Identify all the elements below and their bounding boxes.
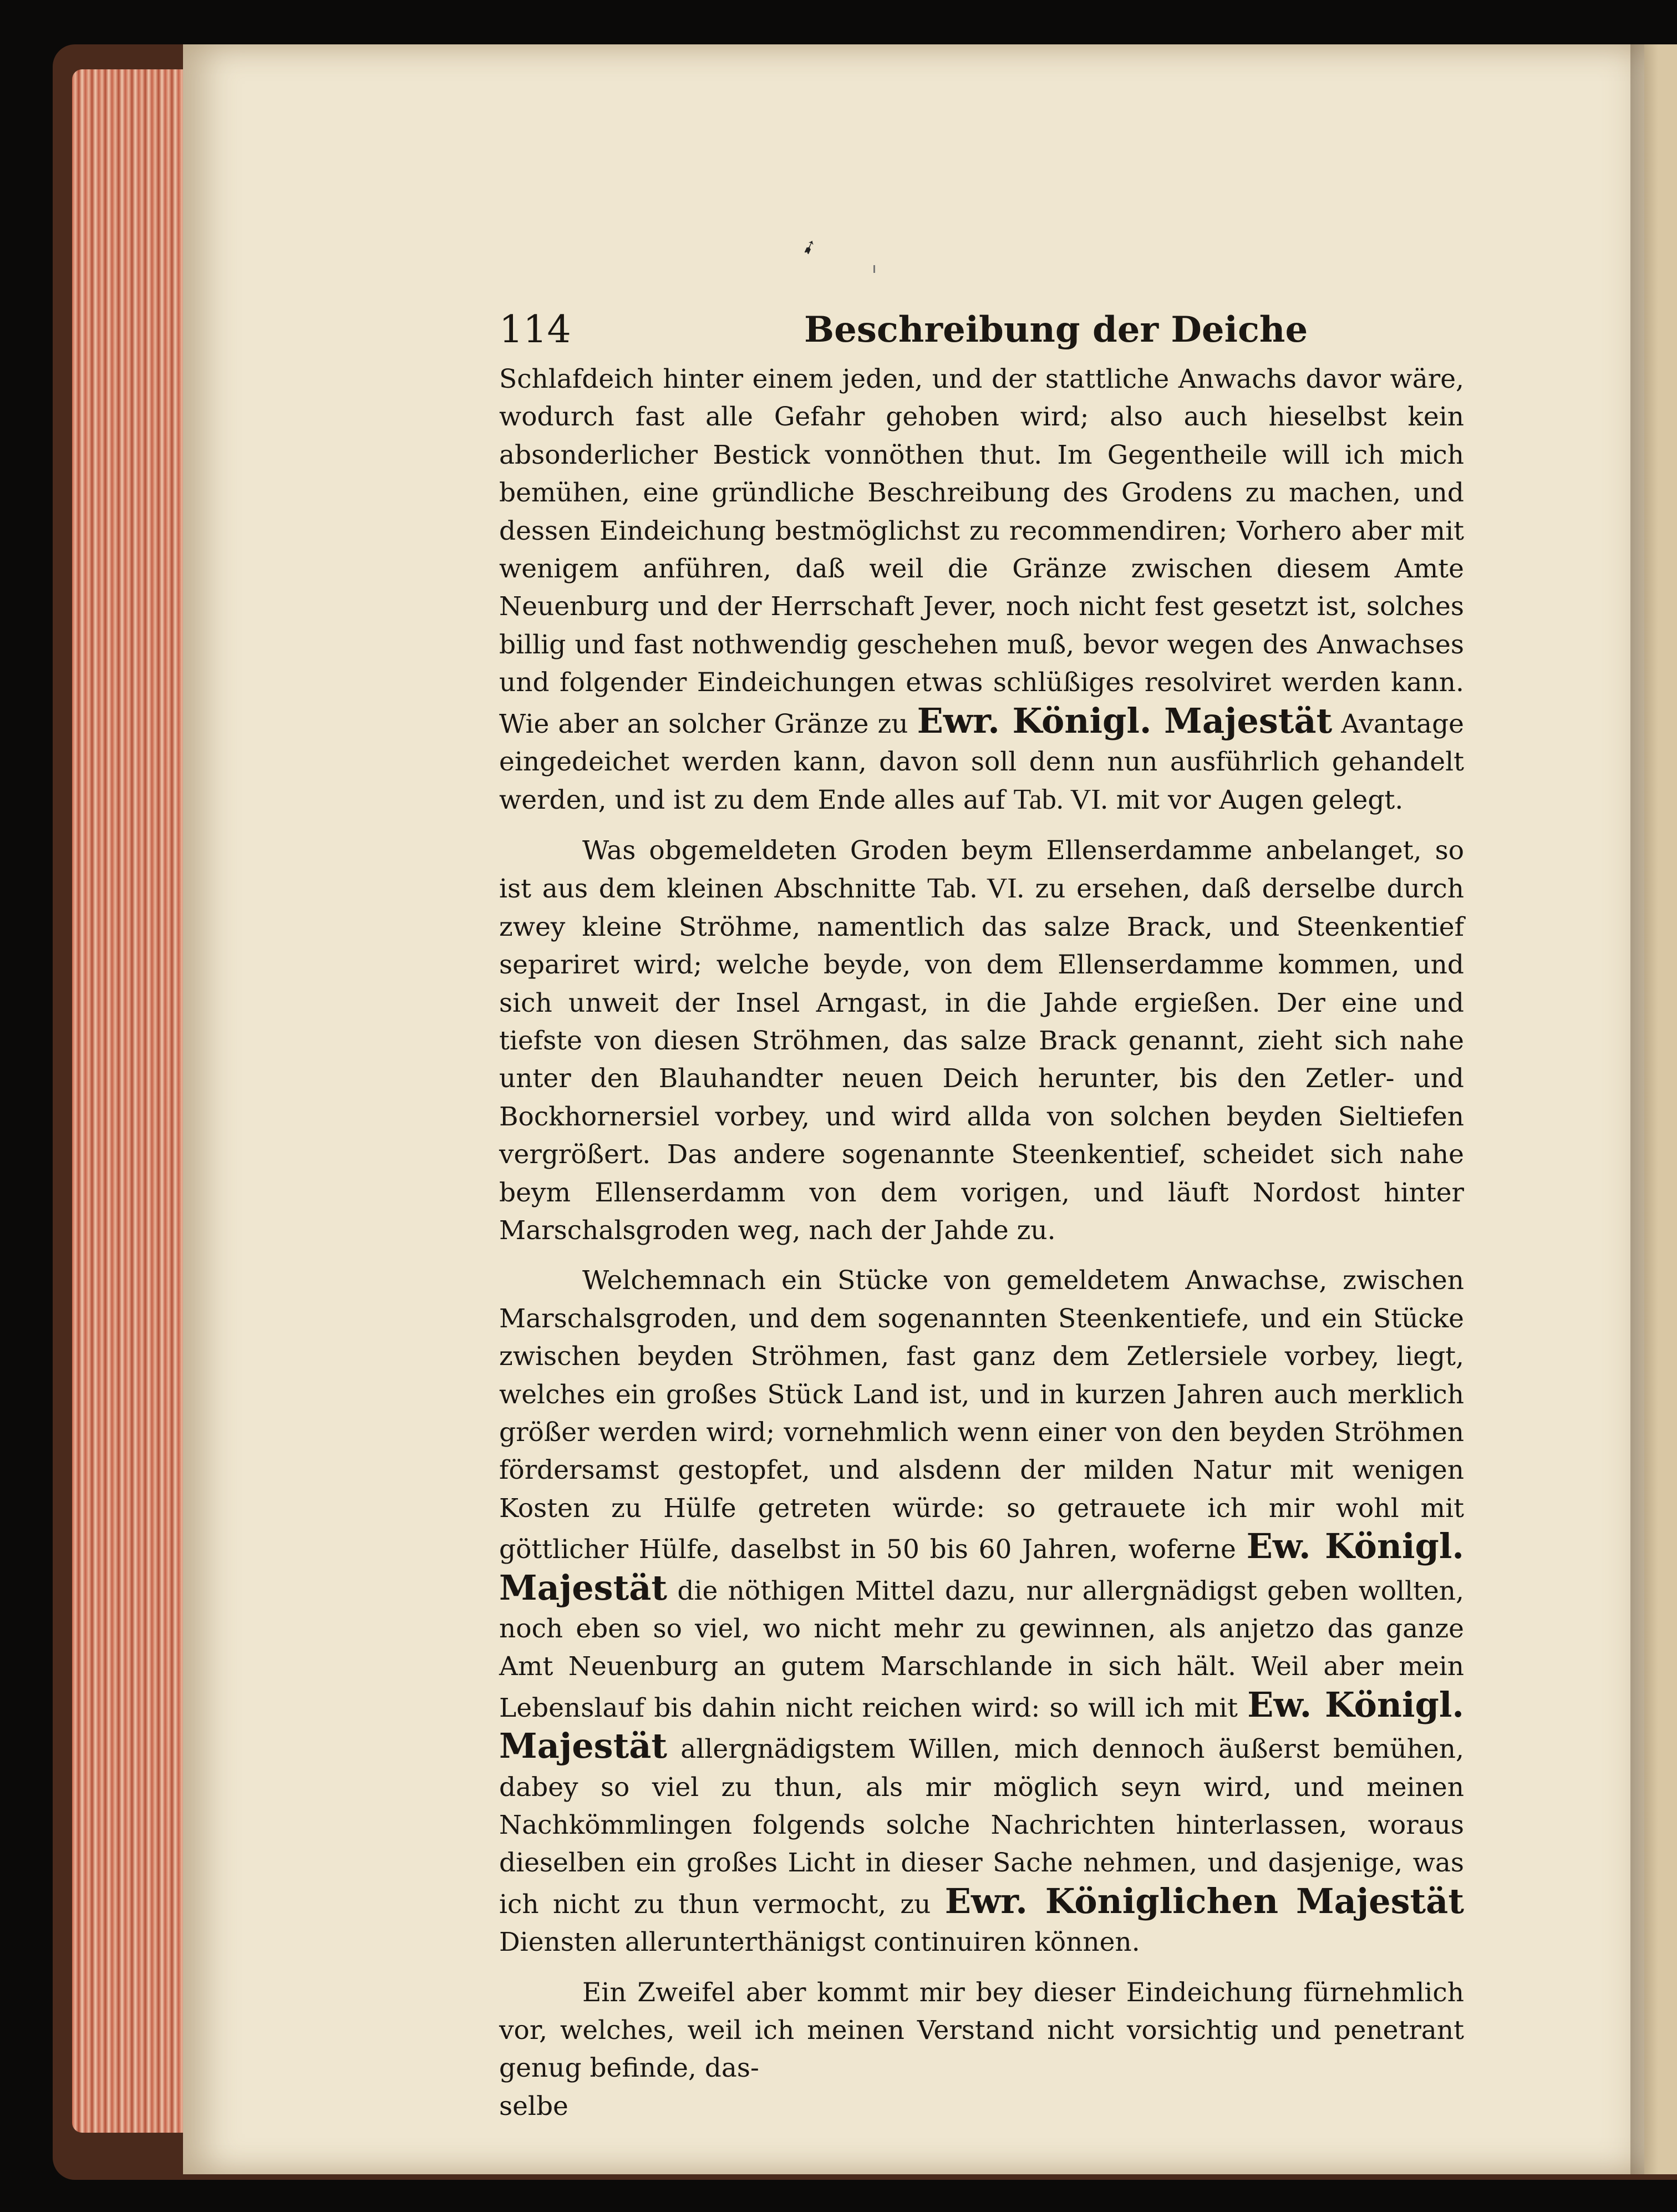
text-run: Schlafdeich hinter einem jeden, und der stattliche Anwachs davor wäre, wodurch fast alle Gefahr gehoben wird; also auch hieselbst kein absonderlicher Bestick vonnöthen thut. Im Gegentheile will ich mich bemühen, eine gründliche Beschreibung des Grodens zu machen, und dessen Eindeichung bestmöglichst zu recommendiren; Vorhero aber mit wenigem anführen, daß weil die Gränze zwischen diesem Amte Neuenburg und der Herrschaft Jever, noch nicht fest gesetzt ist, solches billig und fast nothwendig geschehen muß, bevor wegen des Anwachses und folgender Eindeichungen etwas schlüßiges resolviret werden kann. Wie aber an solcher Gränze zu xyxy=(499,364,1464,739)
gutter-shadow xyxy=(1630,44,1658,2174)
text-run: Avantage eingedeichet werden kann, davon soll denn nun ausführlich gehandelt werden, und ist zu dem Ende alles auf xyxy=(499,708,1464,816)
paragraph-4 xyxy=(499,1974,1464,2088)
body-text xyxy=(499,361,1464,2125)
text-run: mit vor Augen gelegt. xyxy=(1107,785,1404,816)
running-title: Beschreibung der Deiche xyxy=(804,309,1308,351)
table-reference: Tab. VI. xyxy=(1013,784,1108,816)
paragraph-3 xyxy=(499,1262,1464,1961)
text-run: allergnädigstem Willen, mich dennoch äußerst bemühen, dabey so viel zu thun, als mir möglich seyn wird, und meinen Nachkömmlingen folgends solche Nachrichten hinterlassen, woraus dieselben ein großes Licht in dieser Sache nehmen, und dasjenige, was ich nicht zu thun vermocht, zu xyxy=(499,1734,1464,1920)
catchword: selbe xyxy=(499,2091,568,2122)
royal-title: Ew. Königl. Majestät xyxy=(499,1526,1464,1608)
ink-dot xyxy=(873,265,875,273)
text-run: Diensten allerunterthänigst continuiren können. xyxy=(499,1927,1140,1958)
text-run: Was obgemeldeten Groden beym Ellenserdamme anbelanget, so ist aus dem kleinen Abschnitte xyxy=(499,835,1464,905)
page-header xyxy=(499,300,1464,361)
paragraph-2 xyxy=(499,832,1464,1250)
royal-title: Ewr. Königl. Majestät xyxy=(917,700,1333,741)
royal-title: Ew. Königl. Majestät xyxy=(499,1684,1464,1767)
text-run: zu ersehen, daß derselbe durch zwey kleine Ströhme, namentlich das salze Brack, und Steenkentief separiret wird; welche beyde, von dem Ellenserdamme kommen, und sich unweit der Insel Arngast, in die Jahde ergießen. Der eine und tiefste von diesen Ströhmen, das salze Brack genannt, zieht sich nahe unter den Blauhandter neuen Deich herunter, bis den Zetler- und Bockhornersiel vorbey, und wird allda von solchen beyden Sieltiefen vergrößert. Das andere sogenannte Steenkentief, scheidet sich nahe beym Ellenserdamm von dem vorigen, und läuft Nordost hinter Marschalsgroden weg, nach der Jahde zu. xyxy=(499,874,1464,1246)
royal-title: Ewr. Königlichen Majestät xyxy=(944,1880,1464,1921)
text-run: Welchemnach ein Stücke von gemeldetem Anwachse, zwischen Marschalsgroden, und dem sogenannten Steenkentiefe, und ein Stücke zwischen beyden Ströhmen, fast ganz dem Zetlersiele vorbey, liegt, welches ein großes Stück Land ist, und in kurzen Jahren auch merklich größer werden wird; vornehmlich wenn einer von den beyden Ströhmen fördersamst gestopfet, und alsdenn der milden Natur mit wenigen Kosten zu Hülfe getreten würde: so getrauete ich mir wohl mit göttlicher Hülfe, daselbst in 50 bis 60 Jahren, woferne xyxy=(499,1265,1464,1565)
table-reference: Tab. VI. xyxy=(927,872,1024,905)
text-run: die nöthigen Mittel dazu, nur allergnädigst geben wollten, noch eben so viel, wo nicht mehr zu gewinnen, als anjetzo das ganze Amt Neuenburg an gutem Marschlande in sich hält. Weil aber mein Lebenslauf bis dahin nicht reichen wird: so will ich mit xyxy=(499,1575,1464,1723)
ink-mark: ➹ xyxy=(798,234,821,260)
text-run: Ein Zweifel aber kommt mir bey dieser Eindeichung fürnehmlich vor, welches, weil ich meinen Verstand nicht vorsichtig und penetrant genug befinde, das- xyxy=(499,1977,1464,2084)
paragraph-1 xyxy=(499,361,1464,820)
page-number: 114 xyxy=(499,308,571,352)
